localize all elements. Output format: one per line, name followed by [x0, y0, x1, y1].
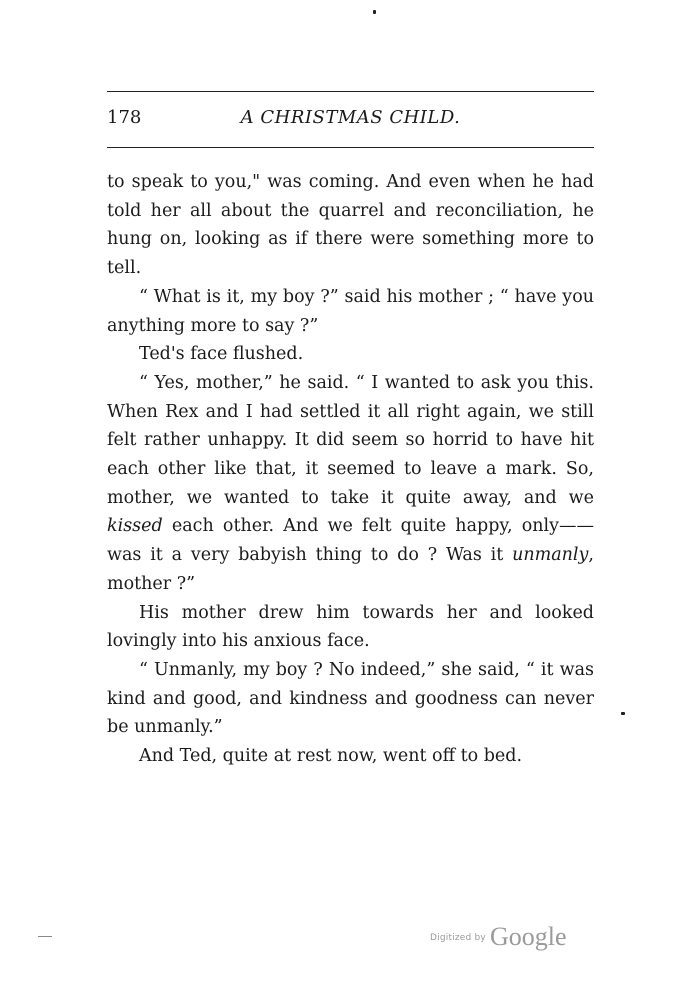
paragraph: [107, 599, 594, 656]
scan-speck: [373, 10, 376, 14]
text-run: each other. And we felt quite happy, only——was it a very babyish thing to do ? Was it: [107, 516, 594, 566]
digitized-by-google-watermark: [430, 922, 590, 952]
google-logo: Google: [490, 922, 567, 951]
body-text: [107, 168, 594, 771]
paragraph: [107, 369, 594, 599]
text-run: His mother drew him towards her and looked lovingly into his anxious face.: [107, 602, 594, 652]
header-rule-top: [107, 91, 594, 92]
scan-speck: [621, 712, 625, 715]
margin-mark: [38, 936, 52, 937]
paragraph: [107, 656, 594, 742]
text-run: Ted's face flushed.: [139, 344, 304, 365]
paragraph: [107, 168, 594, 283]
italic-run: kissed: [107, 516, 163, 537]
paragraph: [107, 283, 594, 340]
running-title: A CHRISTMAS CHILD.: [240, 107, 461, 128]
running-header: [107, 107, 594, 131]
paragraph: [107, 742, 594, 771]
italic-run: unmanly: [512, 545, 589, 566]
text-run: “ Unmanly, my boy ? No indeed,” she said, “ it was kind and good, and kindness and goodness can never be unmanly.”: [107, 659, 594, 738]
text-run: , mother ?”: [107, 545, 594, 594]
text-run: to speak to you," was coming. And even when he had told her all about the quarrel and reconciliation, he hung on, looking as if there were something more to tell.: [107, 172, 594, 279]
page-number: 178: [107, 107, 142, 128]
digitized-label: Digitized by: [430, 933, 486, 943]
text-run: And Ted, quite at rest now, went off to bed.: [139, 746, 523, 767]
text-run: “ What is it, my boy ?” said his mother ; “ have you anything more to say ?”: [107, 286, 594, 336]
paragraph: [107, 340, 594, 369]
text-run: “ Yes, mother,” he said. “ I wanted to ask you this. When Rex and I had settled it all right again, we still felt rather unhappy. It did seem so horrid to have hit each other like that, it seemed to leave a mark. So, mother, we wanted to take it quite away, and we: [107, 372, 594, 508]
header-rule-bottom: [107, 147, 594, 148]
